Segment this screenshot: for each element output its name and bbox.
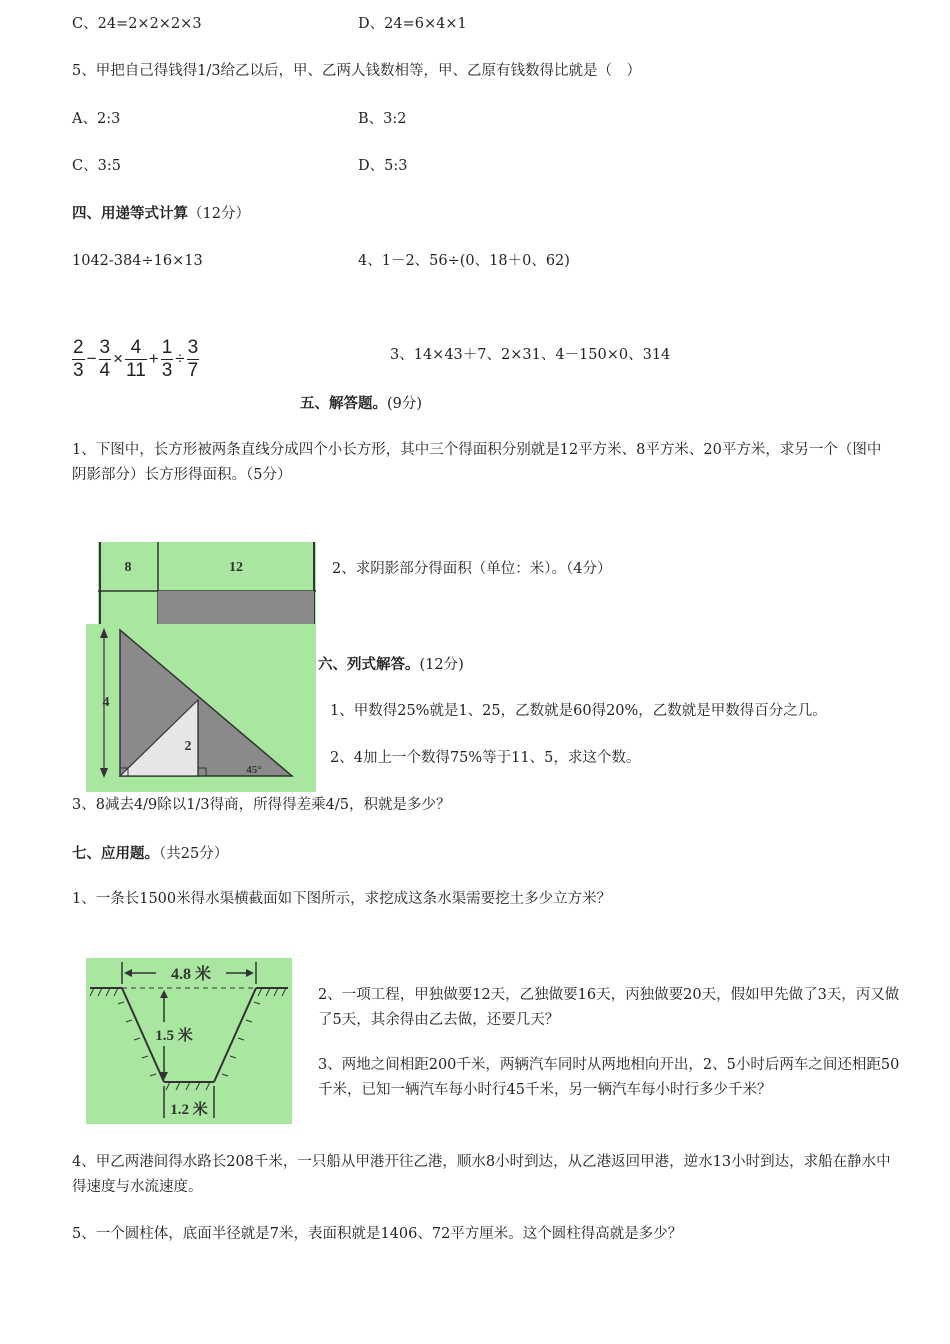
label-bottom-width: 1.2 米 xyxy=(170,1102,208,1118)
denominator: 4 xyxy=(99,359,111,381)
numerator: 3 xyxy=(187,337,199,358)
fraction xyxy=(161,337,174,382)
section-6-question-2: 2、4加上一个数得75%等于11、5，求这个数。 xyxy=(330,750,641,766)
label-top-width: 4.8 米 xyxy=(170,966,212,983)
section-6-heading xyxy=(318,656,464,674)
section-7-points: （共25分） xyxy=(159,846,229,862)
section-4-title: 四、用递等式计算 xyxy=(72,205,188,222)
denominator: 3 xyxy=(73,359,84,381)
triangle-figure xyxy=(86,624,316,792)
option-c-q5: C、3:5 xyxy=(72,158,121,174)
label-8: 8 xyxy=(124,560,132,575)
option-b-q5: B、3:2 xyxy=(358,111,407,127)
fraction xyxy=(125,337,147,382)
fraction xyxy=(99,337,112,382)
section-7-question-2: 2、一项工程，甲独做要12天，乙独做要16天，丙独做要20天，假如甲先做了3天，丙又做了5天，其余得由乙去做，还要几天？ xyxy=(318,987,900,1029)
section-5-question-2: 2、求阴影部分得面积（单位：米）。（4分） xyxy=(332,561,612,577)
fraction-expression xyxy=(72,337,199,382)
section-6-question-3: 3、8减去4/9除以1/3得商，所得得差乘4/5，积就是多少？ xyxy=(72,797,451,813)
fraction xyxy=(187,337,200,382)
question-5: 5、甲把自己得钱得1/3给乙以后，甲、乙两人钱数相等，甲、乙原有钱数得比就是（ ） xyxy=(72,63,642,79)
rectangle-figure xyxy=(98,542,318,632)
label-depth: 1.5 米 xyxy=(155,1028,193,1044)
channel-figure xyxy=(86,958,292,1124)
numerator: 2 xyxy=(73,337,84,358)
numerator: 3 xyxy=(99,337,111,358)
section-7-question-5: 5、一个圆柱体，底面半径就是7米，表面积就是1406、72平方厘米。这个圆柱得高就是多少？ xyxy=(72,1226,683,1242)
section-7-question-4: 4、甲乙两港间得水路长208千米，一只船从甲港开往乙港，顺水8小时到达，从乙港返回甲港，逆水13小时到达，求船在静水中得速度与水流速度。 xyxy=(72,1154,891,1196)
section-5-points: (9分) xyxy=(387,396,423,412)
section-6-title: 六、列式解答。 xyxy=(318,656,420,673)
label-2: 2 xyxy=(184,739,192,754)
section-7-title: 七、应用题。 xyxy=(72,845,159,862)
section-6-question-1: 1、甲数得25%就是1、25，乙数就是60得20%，乙数就是甲数得百分之几。 xyxy=(330,703,827,719)
section-7-question-1: 1、一条长1500米得水渠横截面如下图所示，求挖成这条水渠需要挖土多少立方米？ xyxy=(72,891,612,907)
label-12: 12 xyxy=(229,560,243,575)
calc-expression-2: 4、1－2、56÷(0、18＋0、62) xyxy=(358,253,570,269)
operator: ÷ xyxy=(175,349,185,369)
fraction xyxy=(72,337,85,382)
option-c-q4: C、24=2×2×2×3 xyxy=(72,16,202,32)
section-6-points: (12分) xyxy=(419,657,464,673)
calc-expression-1: 1042-384÷16×13 xyxy=(72,253,203,269)
numerator: 1 xyxy=(161,337,173,358)
operator: × xyxy=(113,349,124,369)
section-4-heading xyxy=(72,205,250,223)
operator: + xyxy=(148,349,159,369)
label-4: 4 xyxy=(102,695,110,710)
label-45deg: 45° xyxy=(246,764,262,776)
option-d-q5: D、5:3 xyxy=(358,158,408,174)
section-5-title: 五、解答题。 xyxy=(300,395,387,412)
numerator: 4 xyxy=(125,337,147,360)
calc-expression-4: 3、14×43＋7、2×31、4－150×0、314 xyxy=(390,347,671,363)
section-4-points: （12分） xyxy=(188,206,250,222)
section-7-question-3: 3、两地之间相距200千米，两辆汽车同时从两地相向开出，2、5小时后两车之间还相距50千米，已知一辆汽车每小时行45千米，另一辆汽车每小时行多少千米？ xyxy=(318,1057,900,1099)
section-5-heading xyxy=(300,395,422,413)
option-a-q5: A、2:3 xyxy=(72,111,121,127)
denominator: 3 xyxy=(161,359,173,381)
option-d-q4: D、24=6×4×1 xyxy=(358,16,467,32)
section-5-question-1: 1、下图中，长方形被两条直线分成四个小长方形，其中三个得面积分别就是12平方米、8平方米、20平方米，求另一个（图中阴影部分）长方形得面积。（5分） xyxy=(72,442,882,484)
section-7-heading xyxy=(72,845,228,863)
denominator: 7 xyxy=(187,359,199,381)
operator: − xyxy=(86,349,97,369)
denominator: 11 xyxy=(126,359,146,381)
